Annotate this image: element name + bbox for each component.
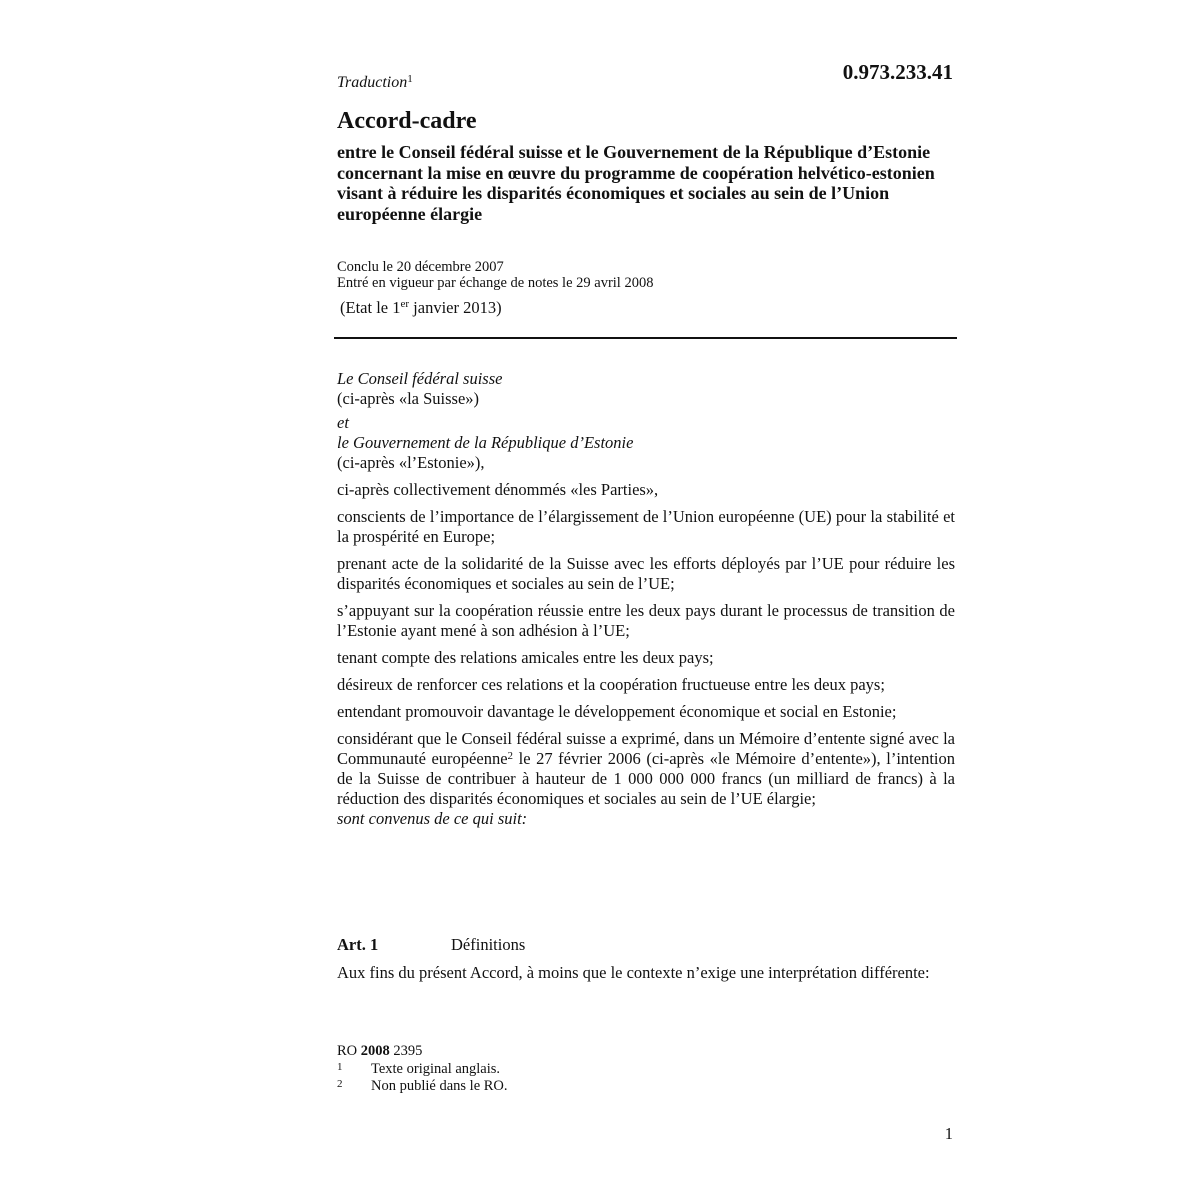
sr-number: 0.973.233.41 <box>842 60 953 84</box>
translation-label: Traduction <box>337 74 408 91</box>
party1-name: Le Conseil fédéral suisse <box>337 369 503 388</box>
agreed-clause: sont convenus de ce qui suit: <box>337 809 528 828</box>
recital-5: désireux de renforcer ces relations et la coopération fructueuse entre les deux pays; <box>337 675 885 694</box>
recital-2: prenant acte de la solidarité de la Suisse avec les efforts déployés par l’UE pour réduire les disparités économiques et sociales au sein de l’UE; <box>337 554 955 593</box>
party2-alias: (ci-après «l’Estonie»), <box>337 453 485 472</box>
footnote-1-text: Texte original anglais. <box>371 1061 501 1077</box>
footnote-1 <box>337 1061 508 1078</box>
ro-page: 2395 <box>389 1043 423 1059</box>
footnote-2 <box>337 1078 508 1095</box>
considering-text-a: considérant que le Conseil fédéral suisse a exprimé, dans un Mémoire d’entente signé avec la Communauté européenne <box>337 729 955 768</box>
footnote-1-number: 1 <box>337 1061 343 1073</box>
page-number: 1 <box>944 1124 953 1143</box>
footnote-2-text: Non publié dans le RO. <box>371 1078 508 1094</box>
considering-text-b: le 27 février 2006 (ci-après «le Mémoire d’entente»), l’intention de la Suisse de contribuer à hauteur de 1 000 000 000 francs (un milliard de francs) à la réduction des disparités économiques et sociales au sein de l’UE élargie; <box>337 749 955 808</box>
ro-reference <box>337 1043 422 1060</box>
recital-1: conscients de l’importance de l’élargissement de l’Union européenne (UE) pour la stabilité et la prospérité en Europe; <box>337 507 955 546</box>
status-date-after: janvier 2013) <box>409 298 502 317</box>
party1-alias: (ci-après «la Suisse») <box>337 389 480 408</box>
in-force-date: Entré en vigueur par échange de notes le 29 avril 2008 <box>337 275 654 291</box>
document-subtitle: entre le Conseil fédéral suisse et le Gouvernement de la République d’Estonie concernant la mise en œuvre du programme de coopération helvético-estonien visant à réduire les disparités économiques et sociales au sein de l’Union européenne élargie <box>337 142 935 224</box>
ro-year: 2008 <box>360 1043 390 1059</box>
article-1-number: Art. 1 <box>337 935 379 954</box>
party2-name: le Gouvernement de la République d’Estonie <box>337 433 634 452</box>
article-1-title: Définitions <box>451 935 526 954</box>
ro-prefix: RO <box>337 1043 361 1059</box>
recital-considering <box>337 729 955 809</box>
collective-designation: ci-après collectivement dénommés «les Parties», <box>337 480 659 499</box>
recital-6: entendant promouvoir davantage le développement économique et social en Estonie; <box>337 702 897 721</box>
recital-4: tenant compte des relations amicales entre les deux pays; <box>337 648 714 667</box>
translation-note <box>337 74 413 92</box>
footnote-2-number: 2 <box>337 1078 343 1090</box>
party2 <box>337 413 955 473</box>
footnote-ref-1: 1 <box>407 73 413 85</box>
article-1-text: Aux fins du présent Accord, à moins que le contexte n’exige une interprétation différente: <box>337 963 930 982</box>
status-date-before: (Etat le 1 <box>340 298 401 317</box>
concluded-date: Conclu le 20 décembre 2007 <box>337 259 504 275</box>
recital-3: s’appuyant sur la coopération réussie entre les deux pays durant le processus de transition de l’Estonie ayant mené à son adhésion à l’UE; <box>337 601 955 640</box>
article-1-heading <box>337 935 955 955</box>
status-date <box>340 298 502 318</box>
footnote-ref-2: 2 <box>507 750 514 762</box>
footnotes <box>337 1061 508 1095</box>
header-rule <box>334 337 957 339</box>
document-page <box>337 0 957 1200</box>
conjunction: et <box>337 413 349 432</box>
party1 <box>337 369 955 409</box>
status-date-sup: er <box>400 298 410 310</box>
document-title: Accord-cadre <box>337 108 477 134</box>
preamble <box>337 369 955 836</box>
dates-block <box>337 259 653 291</box>
